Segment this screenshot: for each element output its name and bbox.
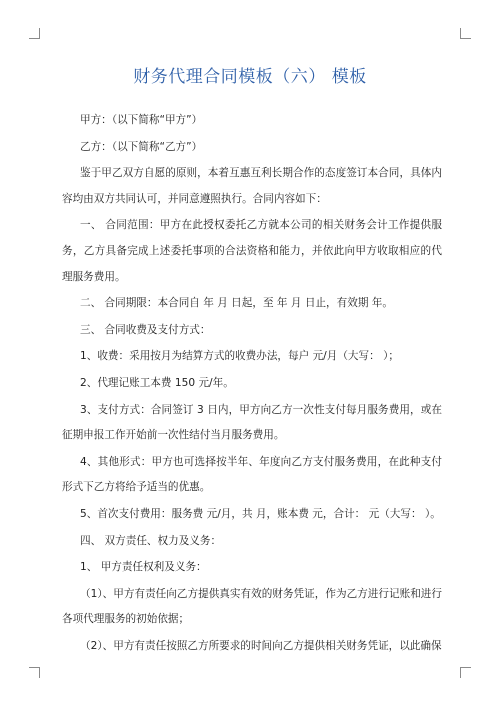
party-a-line: 甲方：（以下简称“甲方”） <box>80 114 203 126</box>
fee-item-1: 1、收费：采用按月为结算方式的收费办法，每户 元/月（大写： ）； <box>80 350 399 363</box>
fee-item-2: 2、代理记账工本费 150 元/年。 <box>80 376 234 389</box>
party-a-duty-2: （2）、甲方有责任按照乙方所要求的时间向乙方提供相关财务凭证，以此确保 <box>80 639 442 652</box>
party-b-line: 乙方：（以下简称“乙方”） <box>80 140 203 153</box>
clause-term: 二、 合同期限：本合同自 年 月 日起，至 年 月 日止，有效期 年。 <box>80 297 393 310</box>
clause-duties-heading: 四、 双方责任、权力及义务： <box>80 534 222 547</box>
crop-mark-top-right <box>460 28 471 39</box>
clause-scope: 一、 合同范围：甲方在此授权委托乙方就本公司的相关财务会计工作提供服务，乙方具备完成上述委托事项的合法资格和能力，并依此向甲方收取相应的代理服务费用。 <box>62 219 442 283</box>
crop-mark-top-left <box>29 28 40 39</box>
document-title: 财务代理合同模板（六） 模板 <box>133 67 367 87</box>
party-a-duties-heading: 1、 甲方责任权利及义务： <box>80 561 207 574</box>
crop-mark-bottom-left <box>29 667 40 678</box>
fee-item-4: 4、其他形式：甲方也可选择按半年、年度向乙方支付服务费用，在此种支付形式下乙方将给予适当的优惠。 <box>62 455 442 494</box>
clause-fees-heading: 三、 合同收费及支付方式： <box>80 323 211 336</box>
fee-item-3: 3、支付方式：合同签订 3 日内，甲方向乙方一次性支付每月服务费用，或在征期申报工作开始前一次性结付当月服务费用。 <box>62 403 442 442</box>
crop-mark-bottom-right <box>460 667 471 678</box>
preamble-paragraph: 鉴于甲乙双方自愿的原则，本着互惠互利长期合作的态度签订本合同，具体内容均由双方共同认可，并同意遵照执行。合同内容如下： <box>62 167 442 205</box>
fee-item-5: 5、首次支付费用：服务费 元/月，共 月，账本费 元，合计： 元（大写： ）。 <box>80 507 441 520</box>
document-body <box>62 108 442 659</box>
party-a-duty-1: （1）、甲方有责任向乙方提供真实有效的财务凭证，作为乙方进行记账和进行各项代理服务的初始依据； <box>62 587 442 626</box>
